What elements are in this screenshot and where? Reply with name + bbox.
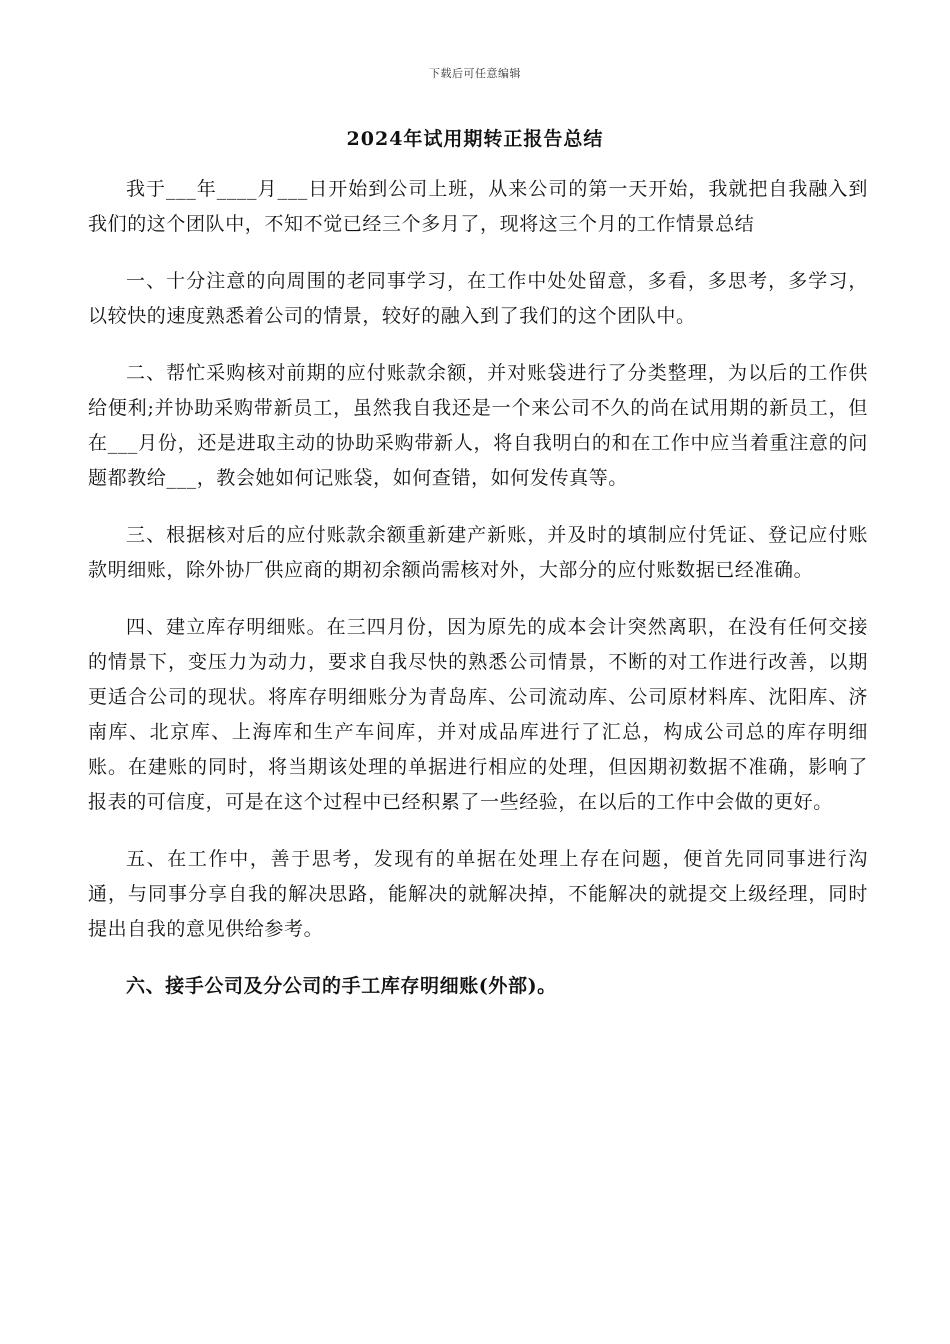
header-note: 下载后可任意编辑 [429,67,521,80]
paragraph-section-5: 五、在工作中，善于思考，发现有的单据在处理上存在问题，便首先同同事进行沟通，与同事分享自我的解决思路，能解决的就解决掉，不能解决的就提交上级经理，同时提出自我的意见供给参考。 [88,848,868,940]
paragraph-section-2: 二、帮忙采购核对前期的应付账款余额，并对账袋进行了分类整理，为以后的工作供给便利;并协助采购带新员工，虽然我自我还是一个来公司不久的尚在试用期的新员工，但在___月份，还是进取主动的协助采购带新人，将自我明白的和在工作中应当着重注意的问题都教给___，教会她如何记账袋，如何查错，如何发传真等。 [88,362,868,489]
document-body [88,172,868,1026]
paragraph-section-1: 一、十分注意的向周围的老同事学习，在工作中处处留意，多看，多思考，多学习，以较快的速度熟悉着公司的情景，较好的融入到了我们的这个团队中。 [88,270,868,327]
paragraph-section-6: 六、接手公司及分公司的手工库存明细账(外部)。 [126,975,557,997]
paragraph-section-3: 三、根据核对后的应付账款余额重新建产新账，并及时的填制应付凭证、登记应付账款明细账，除外协厂供应商的期初余额尚需核对外，大部分的应付账数据已经准确。 [88,524,868,581]
document-title: 2024年试用期转正报告总结 [346,128,604,150]
paragraph-section-4: 四、建立库存明细账。在三四月份，因为原先的成本会计突然离职，在没有任何交接的情景下，变压力为动力，要求自我尽快的熟悉公司情景，不断的对工作进行改善，以期更适合公司的现状。将库存明细账分为青岛库、公司流动库、公司原材料库、沈阳库、济南库、北京库、上海库和生产车间库，并对成品库进行了汇总，构成公司总的库存明细账。在建账的同时，将当期该处理的单据进行相应的处理，但因期初数据不准确，影响了报表的可信度，可是在这个过程中已经积累了一些经验，在以后的工作中会做的更好。 [88,616,868,813]
paragraph-intro: 我于___年____月___日开始到公司上班，从来公司的第一天开始，我就把自我融入到我们的这个团队中，不知不觉已经三个多月了，现将这三个月的工作情景总结 [88,178,868,235]
